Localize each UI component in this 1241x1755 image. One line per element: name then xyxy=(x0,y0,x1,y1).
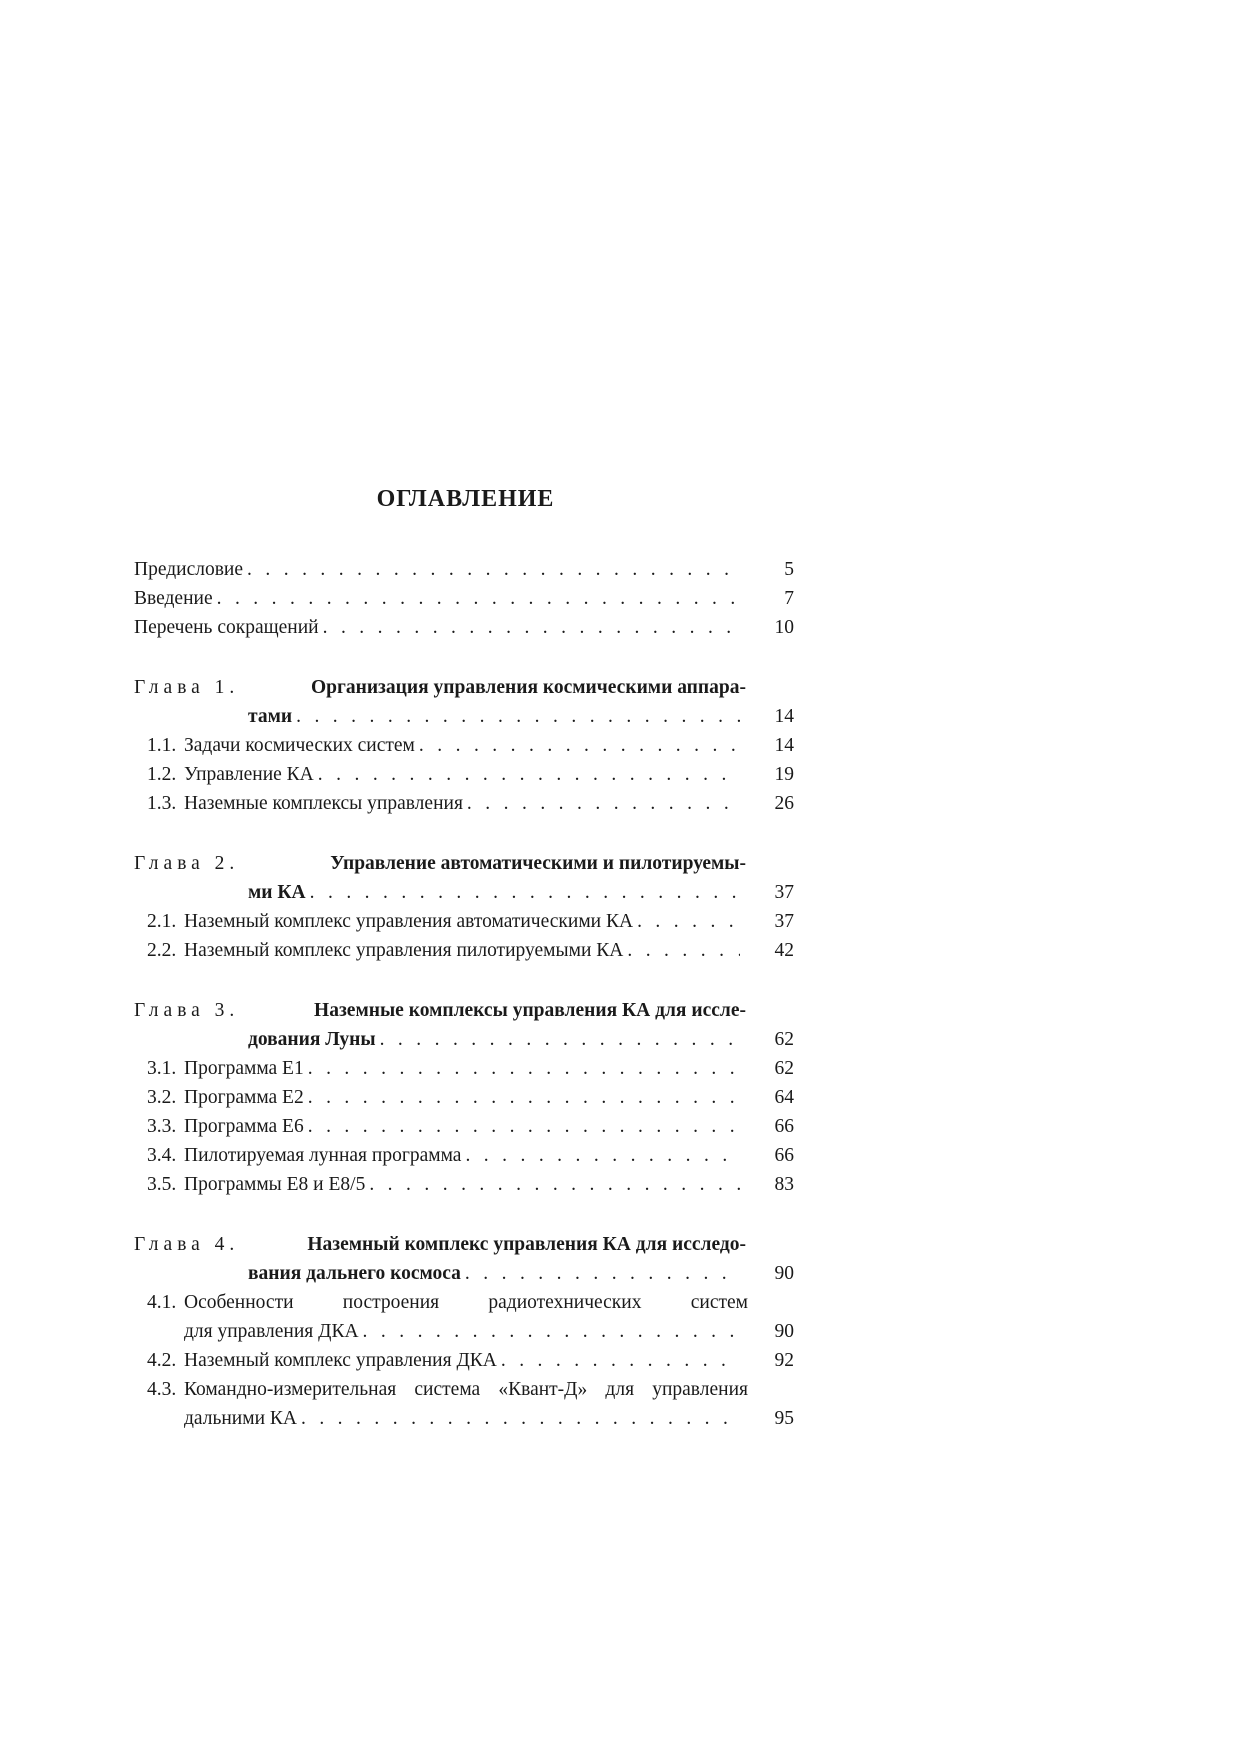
chapter-label: Глава 1. xyxy=(134,677,240,698)
toc-entry-label: Пилотируемая лунная программа xyxy=(184,1145,462,1166)
table-of-contents xyxy=(134,555,794,1433)
toc-page-number: 37 xyxy=(774,882,794,903)
chapter-2-heading-cont[interactable] xyxy=(134,878,794,907)
leader-dots xyxy=(627,936,740,965)
section-number: 4.1. xyxy=(147,1292,177,1313)
chapter-title-line2: ми КА xyxy=(248,882,306,903)
section-number: 3.4. xyxy=(147,1145,177,1166)
toc-page-number: 7 xyxy=(784,588,794,609)
leader-dots xyxy=(363,1317,740,1346)
leader-dots xyxy=(465,1259,740,1288)
chapter-4-heading-cont[interactable] xyxy=(134,1259,794,1288)
section-number: 1.3. xyxy=(147,793,177,814)
toc-entry-label: Предисловие xyxy=(134,559,244,580)
leader-dots xyxy=(247,555,740,584)
chapter-title-line1: Наземные комплексы управления КА для иссле- xyxy=(314,1000,746,1021)
chapter-label: Глава 4. xyxy=(134,1234,240,1255)
section-number: 3.5. xyxy=(147,1174,177,1195)
toc-page-number: 19 xyxy=(774,764,794,785)
section-number: 3.3. xyxy=(147,1116,177,1137)
toc-entry-3-5[interactable] xyxy=(134,1170,794,1199)
section-number: 4.3. xyxy=(147,1379,177,1400)
toc-entry-label: Управление КА xyxy=(184,764,314,785)
chapter-2 xyxy=(134,849,794,965)
toc-entry-label: Программа Е1 xyxy=(184,1058,304,1079)
leader-dots xyxy=(308,1112,740,1141)
toc-page-number: 83 xyxy=(774,1174,794,1195)
toc-entry-label: Задачи космических систем xyxy=(184,735,415,756)
toc-page-number: 66 xyxy=(774,1145,794,1166)
toc-entry-label: Наземный комплекс управления пилотируемыми КА xyxy=(184,940,624,961)
toc-entry-label: Введение xyxy=(134,588,213,609)
toc-entry-label: Наземный комплекс управления ДКА xyxy=(184,1350,497,1371)
toc-entry-preface[interactable] xyxy=(134,555,794,584)
leader-dots xyxy=(301,1404,740,1433)
toc-entry-4-2[interactable] xyxy=(134,1346,794,1375)
toc-entry-abbreviations[interactable] xyxy=(134,613,794,642)
section-number: 2.1. xyxy=(147,911,177,932)
chapter-title-line2: вания дальнего космоса xyxy=(248,1263,461,1284)
leader-dots xyxy=(217,584,740,613)
section-number: 4.2. xyxy=(147,1350,177,1371)
toc-page-number: 95 xyxy=(774,1408,794,1429)
leader-dots xyxy=(419,731,740,760)
chapter-1 xyxy=(134,673,794,818)
leader-dots xyxy=(308,1054,740,1083)
toc-page-number: 5 xyxy=(784,559,794,580)
leader-dots xyxy=(323,613,740,642)
leader-dots xyxy=(467,789,740,818)
toc-page-number: 90 xyxy=(774,1321,794,1342)
toc-entry-label-line1: Командно-измерительная система «Квант-Д» для управления xyxy=(184,1379,748,1400)
toc-entry-label-line1: Особенности построения радиотехнических систем xyxy=(184,1292,748,1313)
leader-dots xyxy=(369,1170,740,1199)
chapter-1-heading-cont[interactable] xyxy=(134,702,794,731)
toc-page-number: 92 xyxy=(774,1350,794,1371)
chapter-3-heading-cont[interactable] xyxy=(134,1025,794,1054)
toc-entry-label: Программы Е8 и Е8/5 xyxy=(184,1174,366,1195)
leader-dots xyxy=(501,1346,740,1375)
leader-dots xyxy=(296,702,740,731)
leader-dots xyxy=(380,1025,740,1054)
toc-entry-1-3[interactable] xyxy=(134,789,794,818)
toc-page-number: 14 xyxy=(774,706,794,727)
chapter-title-line1: Управление автоматическими и пилотируемы- xyxy=(330,853,746,874)
toc-entry-1-1[interactable] xyxy=(134,731,794,760)
toc-entry-label: Наземные комплексы управления xyxy=(184,793,463,814)
section-number: 3.2. xyxy=(147,1087,177,1108)
toc-page-number: 42 xyxy=(774,940,794,961)
toc-entry-label: Наземный комплекс управления автоматическими КА xyxy=(184,911,634,932)
toc-page-number: 14 xyxy=(774,735,794,756)
toc-page-number: 90 xyxy=(774,1263,794,1284)
toc-page-number: 64 xyxy=(774,1087,794,1108)
toc-entry-label-line2: для управления ДКА xyxy=(184,1321,359,1342)
toc-page-number: 66 xyxy=(774,1116,794,1137)
toc-entry-4-1[interactable] xyxy=(134,1288,794,1346)
chapter-title-line2: дования Луны xyxy=(248,1029,376,1050)
chapter-4-heading[interactable] xyxy=(134,1230,746,1259)
chapter-3-heading[interactable] xyxy=(134,996,746,1025)
chapter-4 xyxy=(134,1230,794,1433)
toc-page-number: 37 xyxy=(774,911,794,932)
toc-entry-4-3[interactable] xyxy=(134,1375,794,1433)
page-title: ОГЛАВЛЕНИЕ xyxy=(376,486,555,512)
chapter-label: Глава 3. xyxy=(134,1000,240,1021)
toc-page-number: 26 xyxy=(774,793,794,814)
chapter-3 xyxy=(134,996,794,1199)
toc-entry-2-2[interactable] xyxy=(134,936,794,965)
chapter-2-heading[interactable] xyxy=(134,849,746,878)
toc-entry-3-4[interactable] xyxy=(134,1141,794,1170)
toc-entry-3-1[interactable] xyxy=(134,1054,794,1083)
section-number: 1.2. xyxy=(147,764,177,785)
toc-entry-label: Перечень сокращений xyxy=(134,617,319,638)
toc-entry-label: Программа Е6 xyxy=(184,1116,304,1137)
toc-entry-introduction[interactable] xyxy=(134,584,794,613)
toc-entry-label: Программа Е2 xyxy=(184,1087,304,1108)
section-number: 1.1. xyxy=(147,735,177,756)
chapter-1-heading[interactable] xyxy=(134,673,746,702)
chapter-title-line1: Наземный комплекс управления КА для исследо- xyxy=(307,1234,746,1255)
toc-entry-3-2[interactable] xyxy=(134,1083,794,1112)
chapter-title-line2: тами xyxy=(248,706,293,727)
leader-dots xyxy=(310,878,740,907)
toc-page-number: 62 xyxy=(774,1058,794,1079)
toc-entry-1-2[interactable] xyxy=(134,760,794,789)
leader-dots xyxy=(637,907,740,936)
toc-entry-3-3[interactable] xyxy=(134,1112,794,1141)
toc-entry-2-1[interactable] xyxy=(134,907,794,936)
chapter-title-line1: Организация управления космическими аппара- xyxy=(310,677,746,698)
section-number: 3.1. xyxy=(147,1058,177,1079)
leader-dots xyxy=(308,1083,740,1112)
chapter-label: Глава 2. xyxy=(134,853,240,874)
toc-page-number: 10 xyxy=(774,617,794,638)
toc-page-number: 62 xyxy=(774,1029,794,1050)
leader-dots xyxy=(465,1141,740,1170)
toc-entry-label-line2: дальними КА xyxy=(184,1408,297,1429)
section-number: 2.2. xyxy=(147,940,177,961)
leader-dots xyxy=(318,760,740,789)
